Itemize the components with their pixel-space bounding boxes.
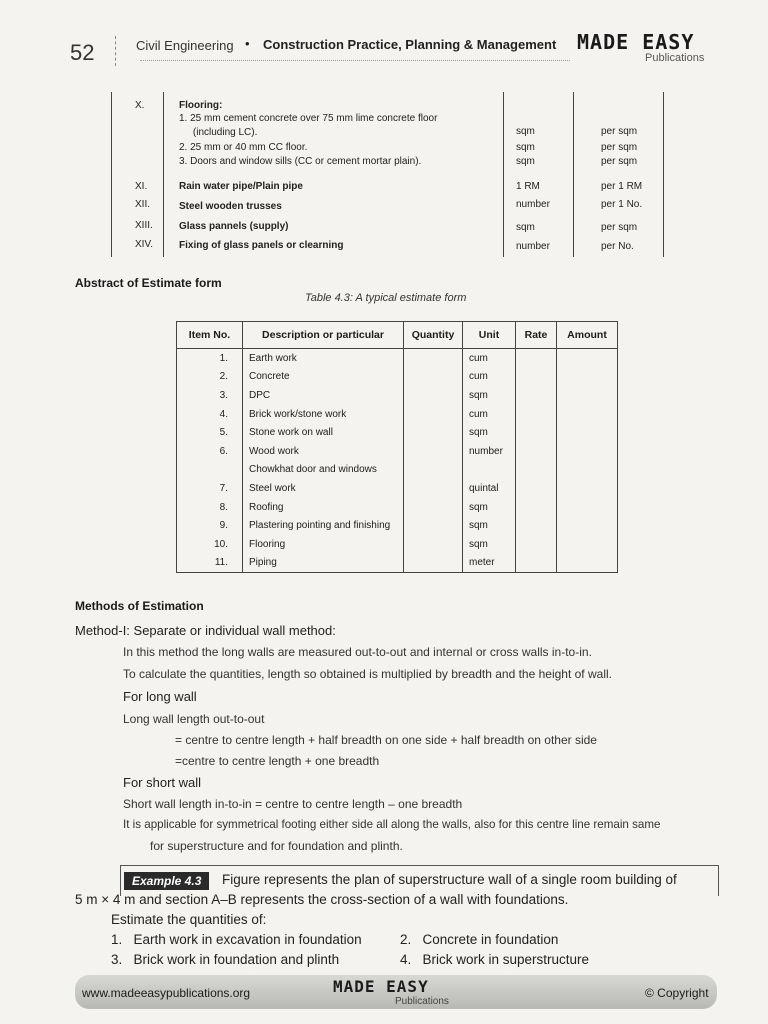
cell-amount bbox=[557, 498, 618, 517]
cell-rate bbox=[516, 479, 557, 498]
row-line: 1. 25 mm cement concrete over 75 mm lime concrete floor bbox=[179, 113, 438, 124]
row-num: XI. bbox=[135, 181, 148, 192]
cell-item: 7. bbox=[177, 479, 243, 498]
example-item: 4. Brick work in superstructure bbox=[400, 952, 590, 967]
estimate-table bbox=[176, 321, 618, 573]
table-row bbox=[177, 368, 618, 387]
row-num: XIV. bbox=[135, 239, 153, 250]
example-text: 5 m × 4 m and section A–B represents the cross-section of a wall with foundations. bbox=[75, 892, 569, 907]
cell-qty bbox=[404, 554, 463, 573]
paragraph: Long wall length out-to-out bbox=[123, 712, 265, 726]
cell-item: 2. bbox=[177, 368, 243, 387]
footer-copyright: © Copyright bbox=[645, 986, 709, 1000]
col-header: Description or particular bbox=[243, 322, 404, 349]
table-row bbox=[177, 386, 618, 405]
equation: =centre to centre length + one breadth bbox=[175, 754, 380, 768]
row-unit: number bbox=[516, 199, 550, 210]
footer-brand-sub: Publications bbox=[395, 996, 449, 1007]
cell-item: 3. bbox=[177, 386, 243, 405]
cell-amount bbox=[557, 442, 618, 461]
paragraph: for superstructure and for foundation and plinth. bbox=[150, 839, 403, 853]
paragraph: In this method the long walls are measured out-to-out and internal or cross walls in-to-in. bbox=[123, 645, 592, 659]
cell-unit: cum bbox=[463, 405, 516, 424]
cell-item: 11. bbox=[177, 554, 243, 573]
cell-amount bbox=[557, 423, 618, 442]
cell-qty bbox=[404, 368, 463, 387]
row-unit: sqm bbox=[516, 222, 535, 233]
cell-item: 4. bbox=[177, 405, 243, 424]
row-title: Flooring: bbox=[179, 100, 223, 111]
row-rate: per sqm bbox=[601, 222, 638, 233]
cell-rate bbox=[516, 516, 557, 535]
cell-qty bbox=[404, 479, 463, 498]
cell-qty bbox=[404, 535, 463, 554]
cell-item: 6. bbox=[177, 442, 243, 461]
cell-unit bbox=[463, 461, 516, 480]
row-unit: 1 RM bbox=[516, 181, 540, 192]
cell-rate bbox=[516, 349, 557, 368]
header-separator: • bbox=[245, 36, 250, 51]
cell-item: 5. bbox=[177, 423, 243, 442]
cell-desc: Flooring bbox=[243, 535, 404, 554]
row-rate: per 1 No. bbox=[601, 199, 643, 210]
cell-qty bbox=[404, 442, 463, 461]
example-text: Figure represents the plan of superstructure wall of a single room building of bbox=[222, 872, 677, 887]
col-header: Unit bbox=[463, 322, 516, 349]
paragraph: It is applicable for symmetrical footing either side all along the walls, also for this centre line remain same bbox=[123, 818, 661, 831]
row-desc: Rain water pipe/Plain pipe bbox=[179, 181, 303, 192]
row-line: 2. 25 mm or 40 mm CC floor. bbox=[179, 142, 308, 153]
row-rate: per sqm bbox=[601, 156, 638, 167]
paragraph: To calculate the quantities, length so obtained is multiplied by breadth and the height of wall. bbox=[123, 667, 612, 681]
cell-qty bbox=[404, 386, 463, 405]
cell-unit: meter bbox=[463, 554, 516, 573]
cell-amount bbox=[557, 554, 618, 573]
table-row bbox=[177, 405, 618, 424]
table-row bbox=[177, 479, 618, 498]
row-unit: number bbox=[516, 241, 550, 252]
header-subject: Civil Engineering bbox=[136, 38, 234, 53]
cell-desc: Concrete bbox=[243, 368, 404, 387]
cell-rate bbox=[516, 535, 557, 554]
cell-unit: sqm bbox=[463, 516, 516, 535]
equation: = centre to centre length + half breadth on one side + half breadth on other side bbox=[175, 733, 597, 747]
row-rate: per 1 RM bbox=[601, 181, 643, 192]
col-header: Item No. bbox=[177, 322, 243, 349]
cell-desc: Steel work bbox=[243, 479, 404, 498]
row-line: 3. Doors and window sills (CC or cement mortar plain). bbox=[179, 156, 422, 167]
example-item: 2. Concrete in foundation bbox=[400, 932, 559, 947]
cell-amount bbox=[557, 368, 618, 387]
cell-amount bbox=[557, 516, 618, 535]
col-header: Quantity bbox=[404, 322, 463, 349]
cell-desc: Piping bbox=[243, 554, 404, 573]
table-row bbox=[177, 554, 618, 573]
cell-desc: Chowkhat door and windows bbox=[243, 461, 404, 480]
cell-item: 1. bbox=[177, 349, 243, 368]
col-header: Rate bbox=[516, 322, 557, 349]
row-rate: per sqm bbox=[601, 126, 638, 137]
cell-item: 8. bbox=[177, 498, 243, 517]
cell-rate bbox=[516, 554, 557, 573]
footer-brand-logo: MADE EASY bbox=[333, 977, 429, 996]
subheading: For long wall bbox=[123, 689, 197, 704]
cell-unit: sqm bbox=[463, 498, 516, 517]
cell-unit: sqm bbox=[463, 386, 516, 405]
header-rule bbox=[140, 60, 570, 61]
cell-amount bbox=[557, 479, 618, 498]
cell-rate bbox=[516, 442, 557, 461]
brand-sub: Publications bbox=[645, 52, 705, 64]
cell-item: 9. bbox=[177, 516, 243, 535]
cell-amount bbox=[557, 405, 618, 424]
row-num: XII. bbox=[135, 199, 151, 210]
brand-logo: MADE EASY bbox=[577, 30, 695, 54]
example-item: 1. Earth work in excavation in foundation bbox=[111, 932, 362, 947]
example-badge: Example 4.3 bbox=[124, 872, 209, 890]
cell-qty bbox=[404, 461, 463, 480]
cell-amount bbox=[557, 386, 618, 405]
cell-qty bbox=[404, 516, 463, 535]
row-desc: Fixing of glass panels or clearning bbox=[179, 240, 344, 251]
table-row bbox=[177, 535, 618, 554]
cell-qty bbox=[404, 405, 463, 424]
table-row bbox=[177, 349, 618, 368]
table-row bbox=[177, 498, 618, 517]
header-chapter: Construction Practice, Planning & Management bbox=[263, 37, 557, 52]
row-line: (including LC). bbox=[179, 127, 258, 138]
row-desc: Steel wooden trusses bbox=[179, 201, 282, 212]
row-unit: sqm bbox=[516, 126, 535, 137]
cell-amount bbox=[557, 349, 618, 368]
example-item: 3. Brick work in foundation and plinth bbox=[111, 952, 340, 967]
cell-desc: Brick work/stone work bbox=[243, 405, 404, 424]
cell-unit: number bbox=[463, 442, 516, 461]
row-num: XIII. bbox=[135, 220, 153, 231]
cell-rate bbox=[516, 405, 557, 424]
row-rate: per sqm bbox=[601, 142, 638, 153]
row-unit: sqm bbox=[516, 156, 535, 167]
cell-rate bbox=[516, 423, 557, 442]
cell-qty bbox=[404, 498, 463, 517]
table-row bbox=[177, 516, 618, 535]
cell-qty bbox=[404, 349, 463, 368]
cell-amount bbox=[557, 461, 618, 480]
row-unit: sqm bbox=[516, 142, 535, 153]
table-row bbox=[177, 442, 618, 461]
cell-desc: DPC bbox=[243, 386, 404, 405]
cell-desc: Plastering pointing and finishing bbox=[243, 516, 404, 535]
cell-unit: sqm bbox=[463, 535, 516, 554]
cell-rate bbox=[516, 498, 557, 517]
cell-rate bbox=[516, 386, 557, 405]
row-desc: Glass pannels (supply) bbox=[179, 221, 289, 232]
cell-rate bbox=[516, 368, 557, 387]
col-header: Amount bbox=[557, 322, 618, 349]
row-rate: per No. bbox=[601, 241, 634, 252]
table-caption: Table 4.3: A typical estimate form bbox=[305, 292, 467, 304]
section-heading: Abstract of Estimate form bbox=[75, 276, 222, 290]
specification-table bbox=[111, 92, 663, 257]
cell-desc: Wood work bbox=[243, 442, 404, 461]
cell-item: 10. bbox=[177, 535, 243, 554]
method-title: Method-I: Separate or individual wall method: bbox=[75, 623, 336, 638]
cell-amount bbox=[557, 535, 618, 554]
cell-desc: Earth work bbox=[243, 349, 404, 368]
cell-unit: sqm bbox=[463, 423, 516, 442]
cell-desc: Roofing bbox=[243, 498, 404, 517]
cell-qty bbox=[404, 423, 463, 442]
subheading: For short wall bbox=[123, 775, 202, 790]
cell-unit: cum bbox=[463, 368, 516, 387]
cell-unit: quintal bbox=[463, 479, 516, 498]
table-row bbox=[177, 423, 618, 442]
row-num: X. bbox=[135, 100, 145, 111]
page-number: 52 bbox=[70, 40, 95, 65]
section-heading: Methods of Estimation bbox=[75, 599, 204, 613]
cell-item bbox=[177, 461, 243, 480]
cell-unit: cum bbox=[463, 349, 516, 368]
example-text: Estimate the quantities of: bbox=[111, 912, 267, 927]
header-divider bbox=[115, 36, 117, 66]
paragraph: Short wall length in-to-in = centre to centre length – one breadth bbox=[123, 797, 463, 811]
cell-rate bbox=[516, 461, 557, 480]
footer-url[interactable]: www.madeeasypublications.org bbox=[82, 986, 251, 1000]
cell-desc: Stone work on wall bbox=[243, 423, 404, 442]
table-row bbox=[177, 461, 618, 480]
